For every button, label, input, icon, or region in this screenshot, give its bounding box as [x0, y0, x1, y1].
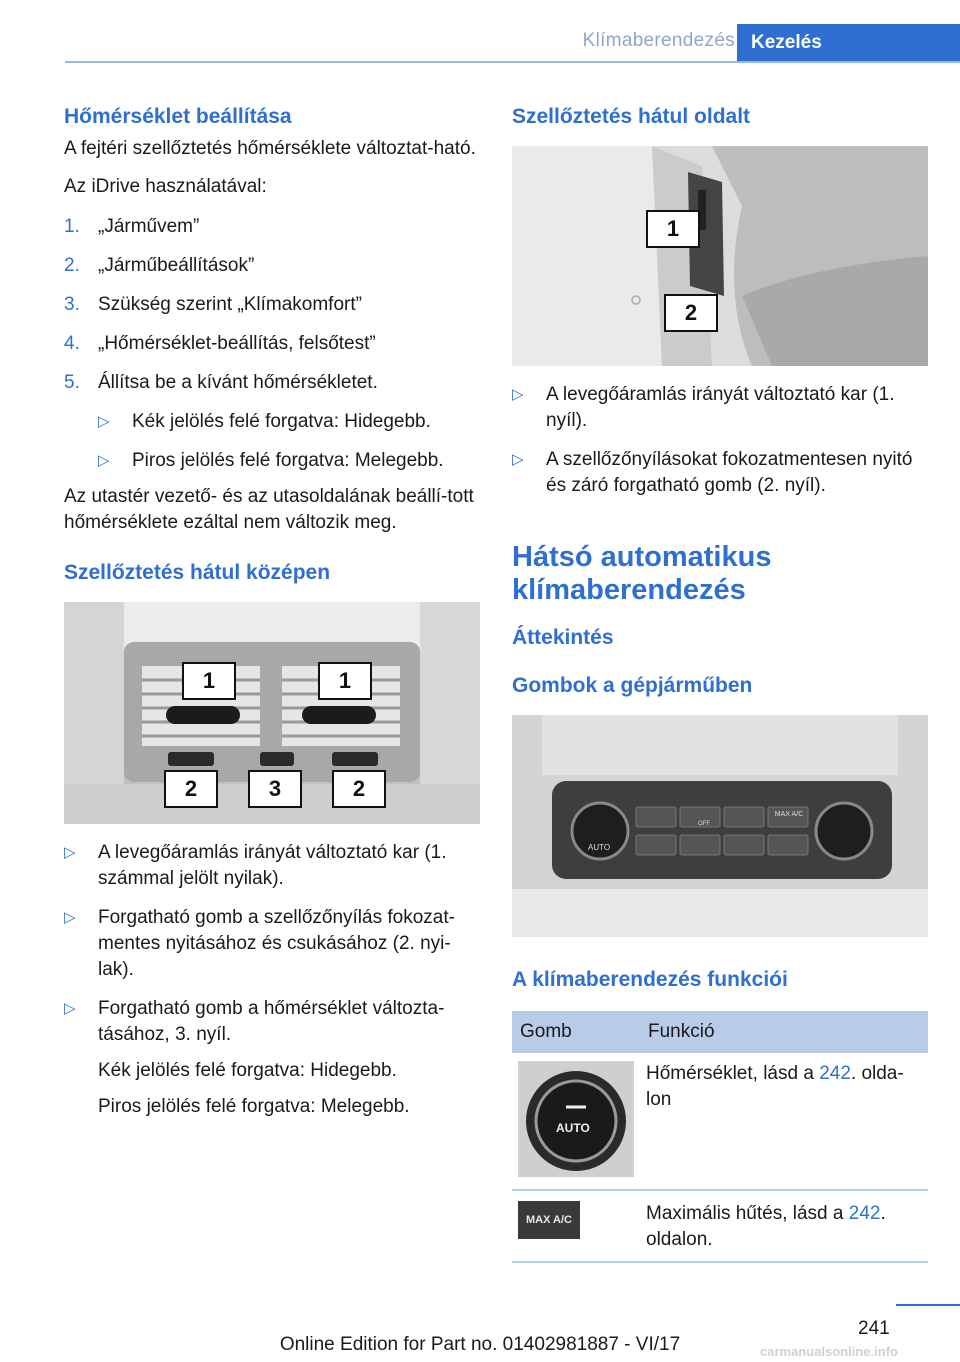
table-row: [512, 1190, 928, 1262]
list-item-text: Piros jelölés felé forgatva: Melegebb.: [132, 450, 444, 471]
table-header-funkcio: Funkció: [640, 1011, 928, 1053]
triangle-icon: ▷: [64, 844, 76, 861]
side-vent-illustration: [512, 146, 928, 366]
step-number: 3.: [64, 294, 80, 315]
triangle-icon: ▷: [64, 909, 76, 926]
heading-buttons-in-vehicle: Gombok a gépjárműben: [512, 674, 753, 697]
step-text: Szükség szerint „Klímakomfort”: [98, 294, 362, 315]
table-row: [512, 1053, 928, 1190]
list-item-text: A szellőzőnyílásokat fokozatmentesen nyitó és záró forgatható gomb (2. nyíl).: [546, 449, 913, 496]
step-text: „Járműbeállítások”: [98, 255, 255, 276]
heading-rear-side-vent: Szellőztetés hátul oldalt: [512, 105, 751, 128]
step-number: 5.: [64, 372, 80, 393]
callout-2: 2: [664, 294, 718, 332]
paragraph-note: Az utastér vezető- és az utasoldalának beállí-tott hőmérséklete ezáltal nem változik meg.: [64, 486, 474, 533]
page-header: [0, 0, 960, 62]
page-link-242[interactable]: 242: [819, 1063, 851, 1084]
step-item: [64, 331, 482, 357]
list-item: [64, 905, 482, 983]
triangle-icon: ▷: [512, 386, 524, 403]
page-link-242[interactable]: 242: [848, 1203, 881, 1224]
table-cell-function: [640, 1053, 928, 1190]
callout-1: 1: [646, 210, 700, 248]
callout-3: 3: [248, 770, 302, 808]
triangle-icon: ▷: [98, 413, 110, 430]
list-item-text: Forgatható gomb a hőmérséklet változta-tásához, 3. nyíl.: [98, 998, 445, 1045]
triangle-icon: ▷: [98, 452, 110, 469]
control-panel-illustration: [512, 715, 928, 937]
step-item: [64, 214, 482, 240]
function-text: Hőmérséklet, lásd a: [646, 1063, 820, 1084]
vent-bullet-list: [64, 840, 482, 1120]
step-item: [64, 253, 482, 279]
step-number: 1.: [64, 216, 80, 237]
step-number: 2.: [64, 255, 80, 276]
list-item-text: Kék jelölés felé forgatva: Hidegebb.: [132, 411, 431, 432]
panel-auto-label: AUTO: [588, 843, 611, 852]
list-item-text: Forgatható gomb a szellőzőnyílás fokozat-mentes nyitásához és csukásához (2. nyi-lak).: [98, 907, 455, 980]
table-header-gomb: Gomb: [512, 1011, 640, 1053]
list-item: [512, 382, 930, 434]
steps-list: [64, 214, 482, 396]
panel-max-label: MAX A/C: [774, 811, 804, 818]
side-vent-bullet-list: [512, 382, 930, 499]
edition-text: Online Edition for Part no. 01402981887 - VI/17: [279, 1334, 681, 1355]
rear-side-vent-photo: [512, 146, 928, 366]
panel-off-label: OFF: [698, 821, 710, 827]
list-item: [64, 840, 482, 892]
list-item-subtext: Piros jelölés felé forgatva: Melegebb.: [98, 1096, 410, 1117]
list-item: [98, 448, 482, 474]
paragraph-intro: A fejtéri szellőztetés hőmérséklete változtat-ható.: [64, 138, 476, 159]
table-cell-icon: [512, 1053, 640, 1190]
heading-rear-center-vent: Szellőztetés hátul középen: [64, 561, 331, 584]
step-item: [64, 292, 482, 318]
callout-2-right: 2: [332, 770, 386, 808]
step-item: [64, 370, 482, 396]
triangle-icon: ▷: [512, 451, 524, 468]
max-ac-button-icon: MAX A/C: [518, 1201, 580, 1239]
footer-rule: [896, 1304, 960, 1306]
heading-overview: Áttekintés: [512, 626, 614, 649]
rear-center-vent-photo: [64, 602, 480, 824]
triangle-icon: ▷: [64, 1000, 76, 1017]
heading-functions: A klímaberendezés funkciói: [512, 968, 788, 991]
right-column: [512, 104, 930, 1263]
auto-knob-image: [518, 1061, 634, 1177]
callout-1-right: 1: [318, 662, 372, 700]
step-text: „Járművem”: [98, 216, 200, 237]
table-cell-icon: [512, 1190, 640, 1262]
watermark: carmanualsonline.info: [760, 1344, 898, 1359]
header-tab-kezeles[interactable]: Kezelés: [737, 24, 960, 62]
functions-table: [512, 1011, 928, 1263]
header-section-title: Klímaberendezés: [582, 30, 735, 51]
step-text: Állítsa be a kívánt hőmérsékletet.: [98, 372, 378, 393]
page-number: 241: [858, 1318, 890, 1339]
header-rule: [65, 61, 960, 63]
heading-homerseklet: Hőmérséklet beállítása: [64, 105, 292, 128]
table-header-row: [512, 1011, 928, 1053]
left-column: [64, 104, 482, 1133]
auto-knob-label: AUTO: [556, 1121, 590, 1135]
list-item: [512, 447, 930, 499]
control-panel-photo: [512, 715, 928, 937]
callout-1-left: 1: [182, 662, 236, 700]
section-title-rear-climate: Hátsó automatikus klímaberendezés: [512, 541, 772, 606]
table-cell-function: [640, 1190, 928, 1262]
list-item: [64, 996, 482, 1120]
list-item-text: A levegőáramlás irányát változtató kar (1. számmal jelölt nyilak).: [98, 842, 447, 889]
function-text: . olda-lon: [646, 1063, 904, 1110]
function-text: . oldalon.: [646, 1203, 886, 1250]
list-item-text: A levegőáramlás irányát változtató kar (1. nyíl).: [546, 384, 895, 431]
list-item: [98, 409, 482, 435]
callout-2-left: 2: [164, 770, 218, 808]
function-text: Maximális hűtés, lásd a: [646, 1203, 849, 1224]
list-item-subtext: Kék jelölés felé forgatva: Hidegebb.: [98, 1060, 397, 1081]
step-number: 4.: [64, 333, 80, 354]
step-text: „Hőmérséklet-beállítás, felsőtest”: [98, 333, 376, 354]
paragraph-idrive: Az iDrive használatával:: [64, 176, 267, 197]
sub-bullet-list: [98, 409, 482, 474]
